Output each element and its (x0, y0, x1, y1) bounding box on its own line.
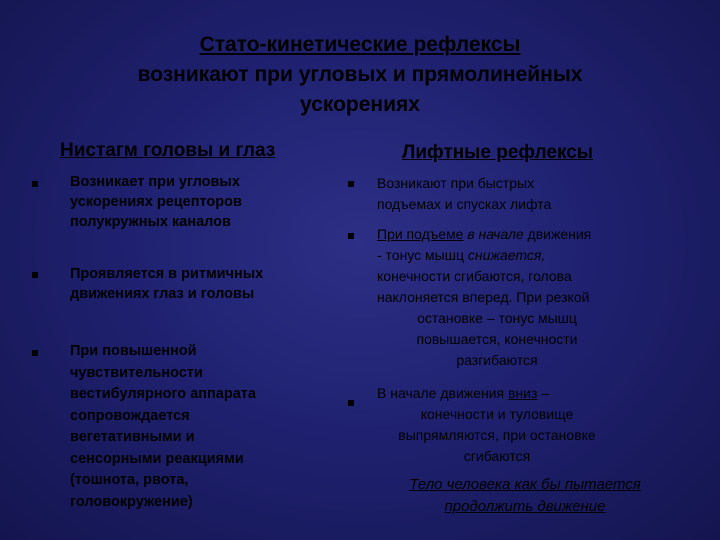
left-item-3-line: чувствительности (70, 364, 203, 381)
title-line-2: возникают при угловых и прямолинейных (137, 63, 583, 86)
conclusion-text (355, 474, 695, 518)
left-item-2-line: движениях глаз и головы (70, 286, 255, 302)
right-item-3-line: выпрямляются, при остановке (398, 427, 596, 443)
at-start-text: в начале (467, 226, 524, 242)
decreases-text: снижается, (467, 247, 546, 263)
bullet-icon (348, 181, 354, 187)
right-item-2-line-2 (377, 245, 617, 266)
right-item-1-line: подъемах и спусках лифта (377, 196, 552, 212)
right-item-2-line: повышается, конечности (416, 331, 578, 347)
conclusion-line-1: Тело человека как бы пытается (409, 476, 641, 493)
bullet-icon (348, 400, 354, 406)
start-movement-text: В начале движения (377, 385, 505, 401)
right-item-1 (377, 173, 551, 215)
title-line-1: Стато-кинетические рефлексы (199, 33, 521, 56)
bullet-icon (32, 272, 38, 278)
title-line-3: ускорениях (300, 93, 420, 116)
slide-title (40, 30, 680, 120)
right-item-2-line: разгибаются (456, 352, 538, 368)
right-item-2-line: наклоняется вперед. При резкой (377, 289, 590, 305)
left-item-3 (70, 341, 256, 513)
left-item-1 (70, 172, 242, 232)
right-item-2 (377, 224, 617, 371)
left-item-3-line: сенсорными реакциями (70, 450, 244, 467)
left-item-3-line: При повышенной (70, 343, 197, 359)
right-item-2-line: остановке – тонус мышц (417, 310, 577, 326)
left-item-1-line: ускорениях рецепторов (70, 194, 242, 210)
left-item-3-line: вестибулярного аппарата (70, 386, 256, 402)
dash-text: – (541, 385, 550, 401)
down-text: вниз (507, 385, 538, 401)
bullet-icon (32, 181, 38, 187)
tone-text: - тонус мышц (377, 247, 464, 263)
left-item-3-line: (тошнота, рвота, (70, 472, 189, 488)
right-item-3 (377, 383, 617, 467)
movement-text: движения (527, 226, 592, 242)
right-item-1-line: Возникают при быстрых (377, 175, 535, 191)
lift-up-text: При подъеме (377, 226, 464, 242)
left-item-3-line: вегетативными и (70, 429, 195, 445)
left-item-1-line: Возникает при угловых (70, 174, 240, 190)
left-item-2 (70, 264, 263, 304)
right-column-heading: Лифтные рефлексы (402, 142, 594, 163)
conclusion-line-2: продолжить движение (444, 498, 606, 515)
right-item-2-line: конечности сгибаются, голова (377, 268, 572, 284)
left-item-3-line: головокружение) (70, 493, 193, 510)
left-column-heading: Нистагм головы и глаз (60, 140, 276, 161)
left-item-3-line: сопровождается (70, 407, 190, 424)
right-item-3-line-1 (377, 383, 617, 404)
bullet-icon (348, 233, 354, 239)
right-item-3-line: конечности и туловище (420, 406, 574, 422)
left-item-2-line: Проявляется в ритмичных (70, 266, 264, 282)
right-item-3-line: сгибаются (463, 448, 531, 464)
bullet-icon (32, 350, 38, 356)
left-item-1-line: полукружных каналов (70, 214, 231, 230)
right-item-2-line-1 (377, 224, 617, 245)
